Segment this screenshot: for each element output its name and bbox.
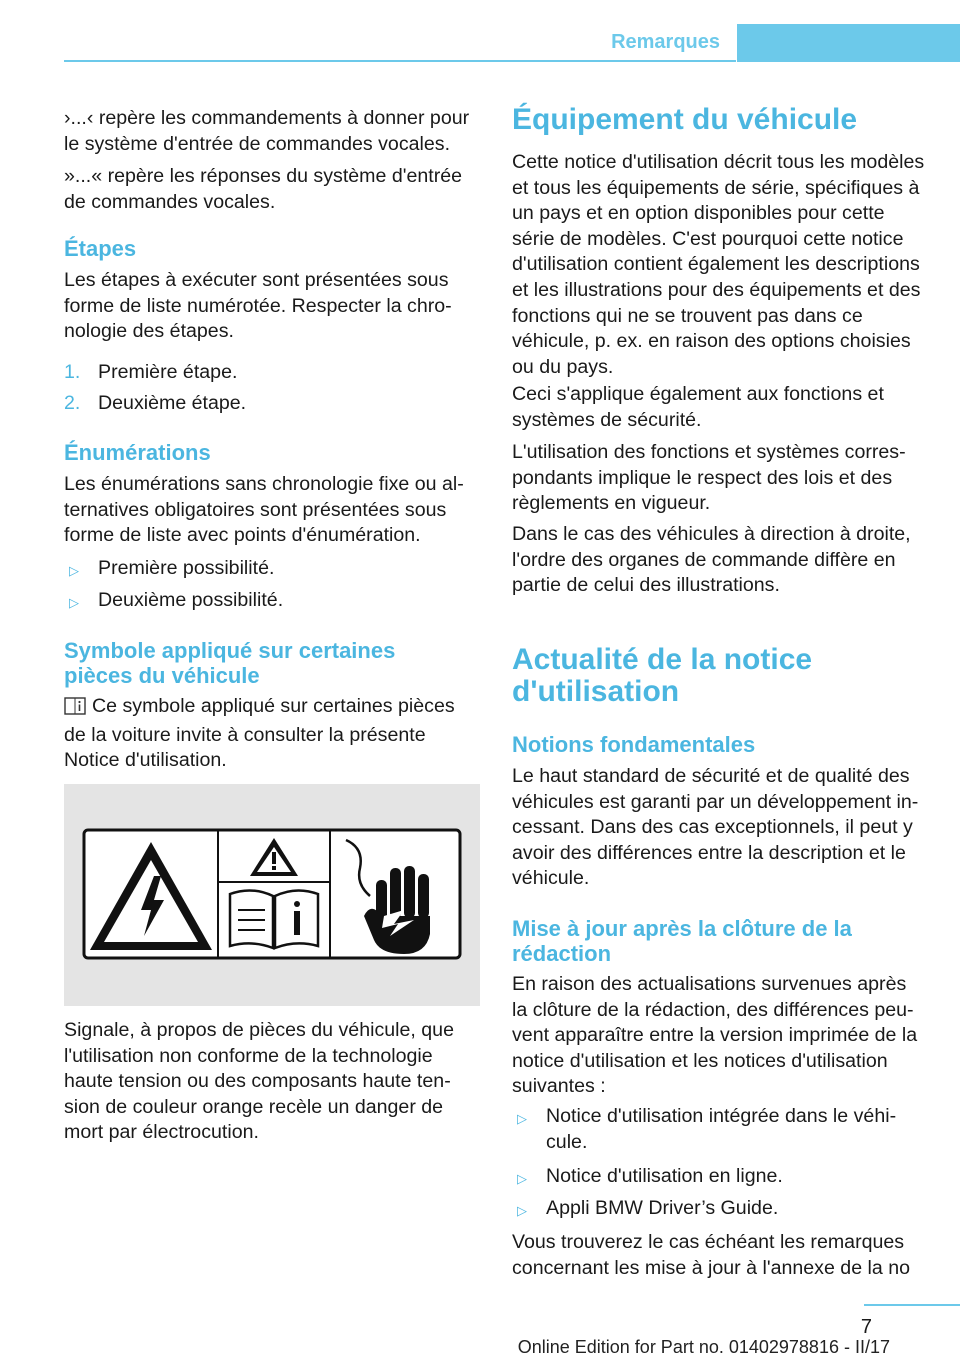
heading-etapes: Étapes <box>64 236 137 261</box>
heading-symbole: Symbole appliqué sur certaines pièces du véhicule <box>64 638 396 688</box>
book-info-icon <box>64 697 86 723</box>
bullet-text: Deuxième possibilité. <box>98 589 284 611</box>
paragraph-equipement-1: Cette notice d'utilisation décrit tous les modèles et tous les équipements de série, spécifiques à un pays et en option disponibles pour cette série de modèles. C'est pourquoi cette notice d'utilisation contient également les descriptions et les illustrations pour des équipements et des fonctions qui ne se trouvent pas dans ce véhicule, p. ex. en raison des options choisies ou du pays. <box>512 151 925 378</box>
bullet-triangle-icon: ▷ <box>69 563 79 578</box>
paragraph-enumerations: Les énumérations sans chronologie fixe ou alternatives obligatoires sont présentées sous forme de liste avec points d'énumération. <box>64 473 464 547</box>
paragraph-equipement-4: Dans le cas des véhicules à direction à droite, l'ordre des organes de commande diffère en partie de celui des illustrations. <box>512 523 911 597</box>
bullet-triangle-icon: ▷ <box>69 595 79 610</box>
bullet-triangle-icon: ▷ <box>517 1203 527 1218</box>
step-text: Deuxième étape. <box>98 392 247 414</box>
paragraph-equipement-3: L'utilisation des fonctions et systèmes correspondants implique le respect des lois et des règlements en vigueur. <box>512 441 906 515</box>
bullet-triangle-icon: ▷ <box>517 1111 527 1126</box>
figure-caption: Signale, à propos de pièces du véhicule, que l'utilisation non conforme de la technologie haute tension ou des composants haute tension de couleur orange recèle un danger de mort par électrocution. <box>64 1019 454 1144</box>
paragraph-notions: Le haut standard de sécurité et de qualité des véhicules est garanti par un développement incessant. Dans des cas exceptionnels, il peut y avoir des différences entre la description et le véhicule. <box>512 765 919 890</box>
warning-label-illustration <box>64 784 480 1006</box>
paragraph-command-marker: ›...‹ repère les commandements à donner pour le système d'entrée de commandes vocales. <box>64 107 470 155</box>
header-tab <box>737 24 960 62</box>
page-number: 7 <box>860 1316 872 1338</box>
header-rule <box>64 60 736 62</box>
heading-equipement: Équipement du véhicule <box>512 103 858 136</box>
heading-mise-a-jour: Mise à jour après la clôture de la rédaction <box>512 916 852 966</box>
section-title: Remarques <box>611 31 720 53</box>
high-voltage-warning-figure <box>64 784 480 1006</box>
paragraph-response-marker: »...« repère les réponses du système d'entrée de commandes vocales. <box>64 165 463 213</box>
heading-actualite: Actualité de la notice d'utilisation <box>512 643 813 708</box>
paragraph-symbole: Ce symbole appliqué sur certaines pièces de la voiture invite à consulter la présente Notice d'utilisation. <box>64 695 455 772</box>
paragraph-etapes: Les étapes à exécuter sont présentées sous forme de liste numérotée. Respecter la chronologie des étapes. <box>64 269 452 343</box>
step-number: 2. <box>64 392 81 414</box>
paragraph-equipement-2: Ceci s'applique également aux fonctions et systèmes de sécurité. <box>512 383 884 431</box>
step-number: 1. <box>64 361 81 383</box>
bullet-text: Notice d'utilisation intégrée dans le véhicule. <box>546 1105 897 1153</box>
bullet-text: Notice d'utilisation en ligne. <box>546 1165 783 1187</box>
bullet-item <box>512 1104 926 1156</box>
paragraph-final: Vous trouverez le cas échéant les remarques concernant les mise à jour à l'annexe de la no <box>512 1231 911 1279</box>
bullet-text: Première possibilité. <box>98 557 275 579</box>
paragraph-mise-a-jour: En raison des actualisations survenues après la clôture de la rédaction, des différences peuvent apparaître entre la version imprimée de la notice d'utilisation et les notices d'utilisation suivantes : <box>512 973 918 1098</box>
bullet-text: Appli BMW Driver’s Guide. <box>546 1197 779 1219</box>
bullet-triangle-icon: ▷ <box>517 1171 527 1186</box>
step-text: Première étape. <box>98 361 238 383</box>
footer-rule <box>864 1304 960 1306</box>
heading-enumerations: Énumérations <box>64 440 211 465</box>
edition-footer: Online Edition for Part no. 01402978816 - II/17 <box>517 1337 890 1357</box>
heading-notions: Notions fondamentales <box>512 732 756 757</box>
